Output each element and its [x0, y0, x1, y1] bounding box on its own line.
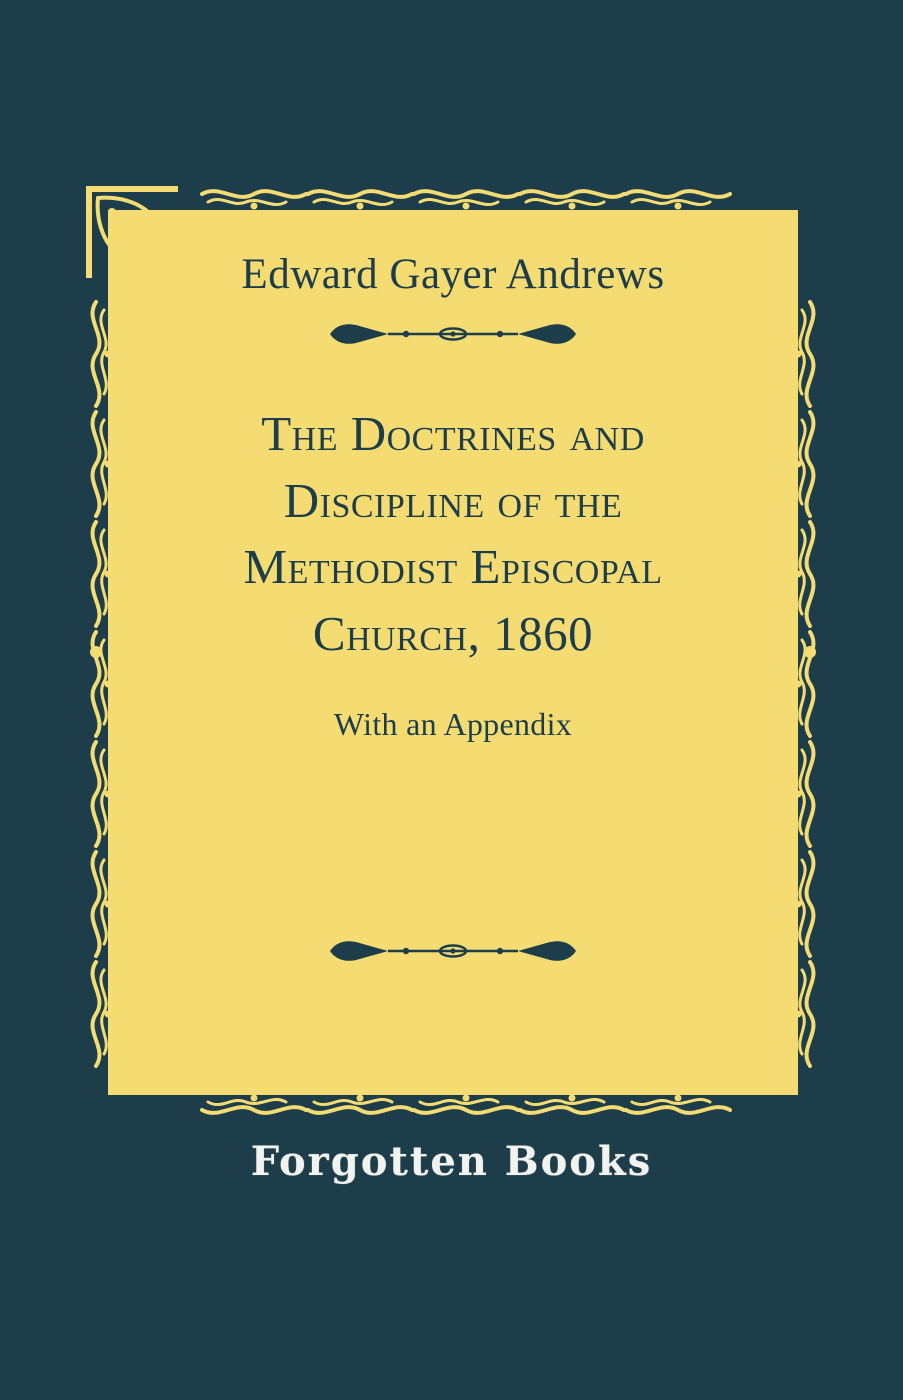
- fleuron-divider-icon: [328, 321, 578, 347]
- title-line: Discipline of the: [283, 472, 623, 528]
- book-title: [143, 401, 763, 668]
- publisher-name: Forgotten Books: [250, 1138, 653, 1185]
- book-subtitle: With an Appendix: [333, 705, 573, 742]
- cover-text-block: [118, 222, 788, 1084]
- title-line: Church, 1860: [312, 605, 594, 661]
- title-line: Methodist Episcopal: [243, 539, 663, 595]
- fleuron-divider-bottom-icon: [328, 938, 578, 964]
- author-name: Edward Gayer Andrews: [241, 251, 665, 298]
- title-line: The Doctrines and: [261, 406, 645, 461]
